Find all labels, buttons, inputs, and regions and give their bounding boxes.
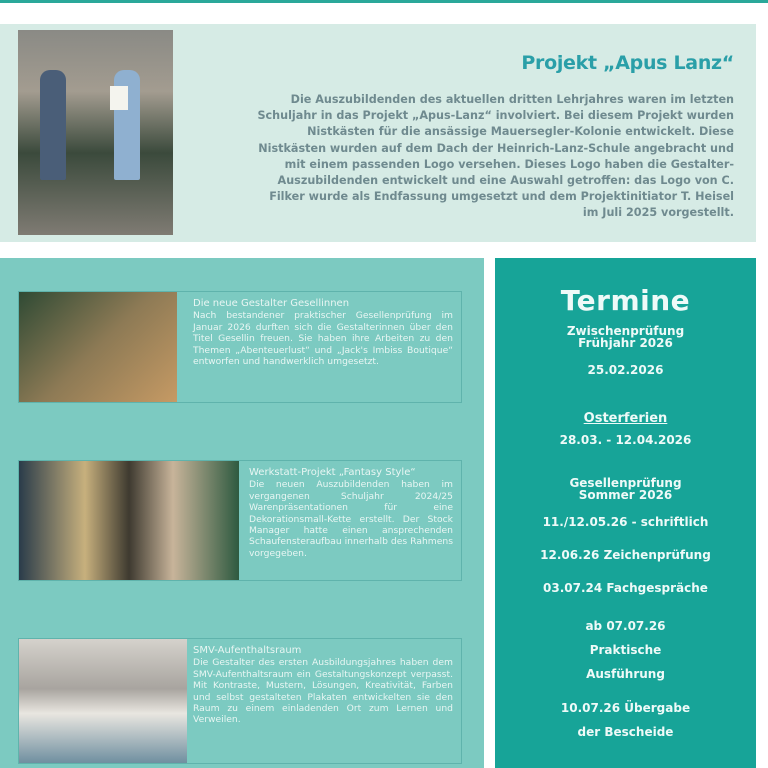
- project-apus-lanz-section: [0, 24, 756, 242]
- osterferien-date: 28.03. - 12.04.2026: [559, 433, 692, 447]
- news-card: [18, 460, 462, 581]
- news-text: Die Gestalter des ersten Ausbildungsjahres haben dem SMV-Aufenthaltsraum ein Gestaltungskonzept verpasst. Mit Kontraste, Mustern, Lösungen, Kreativität, Farben und selbst gestalteten Plakaten entwickelten sie den Raum zu einem einladenden Ort zum Lernen und Verweilen.: [193, 657, 453, 726]
- termin-item: 10.07.26 Übergabe der Bescheide: [560, 701, 691, 739]
- termin-item: 11./12.05.26 - schriftlich: [542, 515, 709, 529]
- news-text: Die neuen Auszubildenden haben im vergangenen Schuljahr 2024/25 Warenpräsentationen für eine Dekorationsmall-Kette erstellt. Der Stock Manager hatte einen ansprechenden Schaufensteraufbau innerhalb des Rahmens vorgegeben.: [249, 479, 453, 559]
- news-section: [0, 258, 484, 768]
- top-divider: [0, 0, 768, 3]
- termin-item: 12.06.26 Zeichenprüfung: [540, 548, 711, 562]
- news-title: SMV-Aufenthaltsraum: [193, 645, 302, 656]
- gesellenpruefung-title: Gesellenprüfung Sommer 2026: [569, 476, 682, 502]
- news-image: [19, 461, 239, 580]
- news-card: [18, 638, 462, 764]
- termine-panel: [495, 258, 756, 768]
- zwischenpruefung-title: Zwischenprüfung Frühjahr 2026: [566, 324, 685, 350]
- termine-heading: Termine: [560, 284, 691, 317]
- news-title: Die neue Gestalter Gesellinnen: [193, 298, 350, 309]
- news-image: [19, 639, 187, 763]
- news-title: Werkstatt-Projekt „Fantasy Style“: [249, 467, 416, 478]
- news-card: [18, 291, 462, 403]
- news-text: Nach bestandener praktischer Gesellenprüfung im Januar 2026 durften sich die Gestalterinnen über den Titel Gesellin freuen. Sie haben ihre Arbeiten zu den Themen „Abenteuerlust“ und „Jack's Imbiss Boutique“ entworfen und handwerklich umgesetzt.: [193, 310, 453, 368]
- person-figure: [40, 70, 66, 180]
- project-text: Die Auszubildenden des aktuellen dritten Lehrjahres waren im letzten Schuljahr in das Projekt „Apus-Lanz“ involviert. Bei diesem Projekt wurden Nistkästen für die ansässige Mauersegler-Kolonie entwickelt. Diese Nistkästen wurden auf dem Dach der Heinrich-Lanz-Schule angebracht und mit einem passenden Logo versehen. Dieses Logo haben die Gestalter-Auszubildenden entwickelt und eine Auswahl getroffen: das Logo von C. Filker wurde als Endfassung umgesetzt und dem Projektinitiator T. Heisel im Juli 2025 vorgestellt.: [257, 93, 734, 220]
- termin-item: ab 07.07.26 Praktische Ausführung: [585, 619, 666, 681]
- termin-item: 03.07.24 Fachgespräche: [543, 581, 708, 595]
- zwischenpruefung-date: 25.02.2026: [587, 363, 664, 377]
- project-title: Projekt „Apus Lanz“: [521, 52, 734, 74]
- news-image: [19, 292, 177, 402]
- osterferien-title: Osterferien: [583, 411, 668, 426]
- logo-sheet: [110, 86, 128, 110]
- project-photo: [18, 30, 173, 235]
